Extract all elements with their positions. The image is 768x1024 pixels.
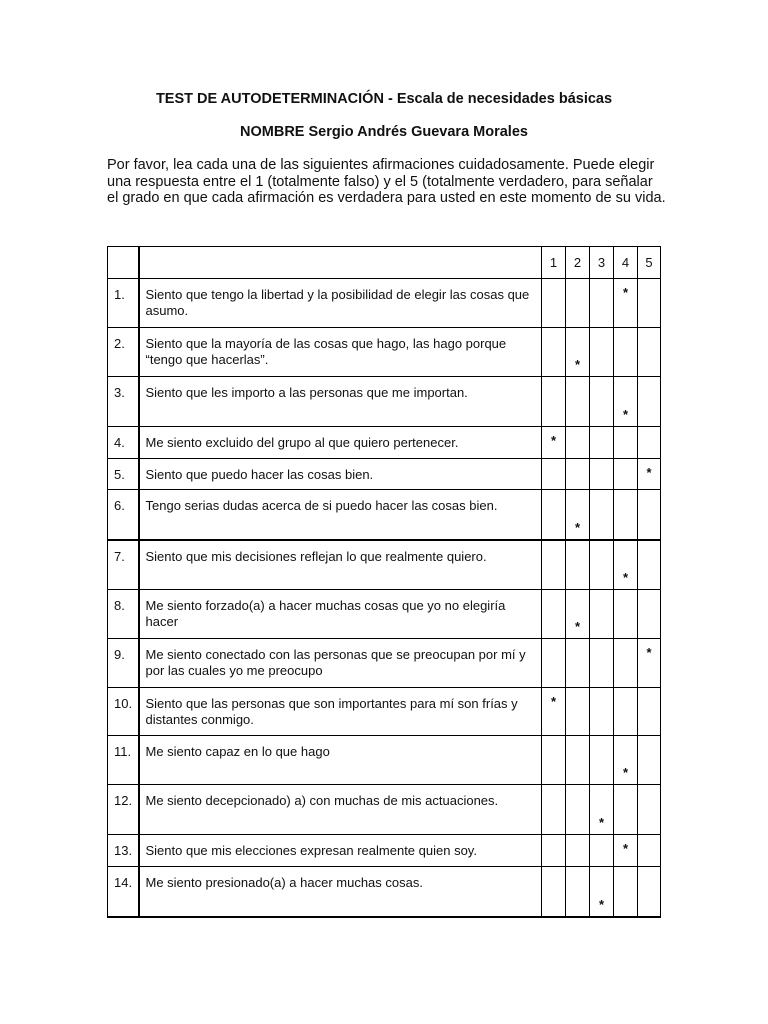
- answer-mark: *: [622, 570, 629, 585]
- scale-header: 1: [542, 247, 566, 279]
- item-statement: Tengo serias dudas acerca de si puedo hacer las cosas bien.: [139, 490, 542, 540]
- scale-option-cell-2[interactable]: [566, 427, 590, 459]
- scale-option-cell-5[interactable]: [638, 785, 661, 835]
- scale-option-cell-1[interactable]: [542, 867, 566, 917]
- answer-mark: *: [646, 645, 652, 660]
- item-statement: Siento que la mayoría de las cosas que hago, las hago porque “tengo que hacerlas”.: [139, 328, 542, 377]
- scale-option-cell-1[interactable]: [542, 590, 566, 639]
- scale-option-cell-2[interactable]: [566, 490, 590, 540]
- item-number: 14.: [108, 867, 139, 917]
- item-statement: Siento que mis elecciones expresan realmente quien soy.: [139, 835, 542, 867]
- scale-option-cell-1[interactable]: [542, 328, 566, 377]
- scale-option-cell-3[interactable]: [590, 867, 614, 917]
- scale-option-cell-1[interactable]: [542, 279, 566, 328]
- scale-option-cell-5[interactable]: [638, 639, 661, 688]
- item-statement: Me siento forzado(a) a hacer muchas cosas que yo no elegiría hacer: [139, 590, 542, 639]
- scale-option-cell-2[interactable]: [566, 590, 590, 639]
- scale-header: 5: [638, 247, 661, 279]
- scale-option-cell-2[interactable]: [566, 867, 590, 917]
- scale-option-cell-2[interactable]: [566, 540, 590, 590]
- table-row: [108, 490, 661, 540]
- item-number: 6.: [108, 490, 139, 540]
- answer-mark: *: [646, 465, 652, 480]
- item-number: 3.: [108, 377, 139, 427]
- item-statement: Siento que puedo hacer las cosas bien.: [139, 459, 542, 490]
- scale-option-cell-1[interactable]: [542, 490, 566, 540]
- table-row: [108, 590, 661, 639]
- answer-mark: *: [550, 694, 557, 709]
- scale-option-cell-3[interactable]: [590, 590, 614, 639]
- scale-option-cell-3[interactable]: [590, 688, 614, 736]
- scale-option-cell-4[interactable]: [614, 736, 638, 785]
- scale-option-cell-2[interactable]: [566, 785, 590, 835]
- scale-option-cell-3[interactable]: [590, 377, 614, 427]
- item-number: 9.: [108, 639, 139, 688]
- scale-option-cell-1[interactable]: [542, 785, 566, 835]
- scale-option-cell-1[interactable]: [542, 688, 566, 736]
- scale-option-cell-4[interactable]: [614, 688, 638, 736]
- table-row: [108, 867, 661, 917]
- item-statement: Me siento capaz en lo que hago: [139, 736, 542, 785]
- scale-option-cell-1[interactable]: [542, 736, 566, 785]
- table-row: [108, 736, 661, 785]
- scale-option-cell-5[interactable]: [638, 835, 661, 867]
- item-statement: Me siento decepcionado) a) con muchas de mis actuaciones.: [139, 785, 542, 835]
- item-statement: Siento que las personas que son importantes para mí son frías y distantes conmigo.: [139, 688, 542, 736]
- answer-mark: *: [622, 407, 629, 422]
- scale-option-cell-5[interactable]: [638, 427, 661, 459]
- scale-option-cell-2[interactable]: [566, 328, 590, 377]
- scale-option-cell-1[interactable]: [542, 639, 566, 688]
- scale-option-cell-4[interactable]: [614, 590, 638, 639]
- table-row: [108, 835, 661, 867]
- scale-option-cell-1[interactable]: [542, 540, 566, 590]
- table-row: [108, 328, 661, 377]
- item-number: 11.: [108, 736, 139, 785]
- scale-option-cell-4[interactable]: [614, 279, 638, 328]
- table-row: [108, 427, 661, 459]
- item-statement: Siento que mis decisiones reflejan lo que realmente quiero.: [139, 540, 542, 590]
- table-row: [108, 377, 661, 427]
- item-statement: Siento que les importo a las personas que me importan.: [139, 377, 542, 427]
- item-statement: Me siento conectado con las personas que se preocupan por mí y por las cuales yo me preocupo: [139, 639, 542, 688]
- scale-option-cell-2[interactable]: [566, 459, 590, 490]
- table-row: [108, 785, 661, 835]
- scale-option-cell-5[interactable]: [638, 590, 661, 639]
- scale-option-cell-3[interactable]: [590, 785, 614, 835]
- questionnaire-table: [107, 246, 661, 918]
- scale-option-cell-4[interactable]: [614, 639, 638, 688]
- scale-option-cell-5[interactable]: [638, 459, 661, 490]
- scale-option-cell-3[interactable]: [590, 490, 614, 540]
- item-number: 1.: [108, 279, 139, 328]
- scale-header: 3: [590, 247, 614, 279]
- item-number: 7.: [108, 540, 139, 590]
- table-row: [108, 688, 661, 736]
- scale-option-cell-1[interactable]: [542, 377, 566, 427]
- scale-option-cell-3[interactable]: [590, 736, 614, 785]
- item-statement: Me siento presionado(a) a hacer muchas cosas.: [139, 867, 542, 917]
- scale-option-cell-4[interactable]: [614, 785, 638, 835]
- answer-mark: *: [622, 841, 629, 856]
- scale-option-cell-4[interactable]: [614, 459, 638, 490]
- header-blank-text: [139, 247, 542, 279]
- scale-option-cell-3[interactable]: [590, 459, 614, 490]
- item-number: 12.: [108, 785, 139, 835]
- scale-option-cell-3[interactable]: [590, 427, 614, 459]
- table-row: [108, 459, 661, 490]
- respondent-name: NOMBRE Sergio Andrés Guevara Morales: [240, 124, 528, 140]
- scale-option-cell-2[interactable]: [566, 736, 590, 785]
- scale-option-cell-2[interactable]: [566, 377, 590, 427]
- scale-option-cell-5[interactable]: [638, 490, 661, 540]
- scale-option-cell-5[interactable]: [638, 688, 661, 736]
- answer-mark: *: [622, 765, 629, 780]
- document-title: TEST DE AUTODETERMINACIÓN - Escala de necesidades básicas: [155, 91, 613, 107]
- scale-option-cell-5[interactable]: [638, 736, 661, 785]
- table-row: [108, 540, 661, 590]
- scale-option-cell-2[interactable]: [566, 639, 590, 688]
- answer-mark: *: [550, 433, 557, 448]
- item-number: 13.: [108, 835, 139, 867]
- scale-option-cell-2[interactable]: [566, 688, 590, 736]
- scale-option-cell-5[interactable]: [638, 328, 661, 377]
- answer-mark: *: [574, 357, 581, 372]
- header-blank-num: [108, 247, 139, 279]
- instructions-paragraph: Por favor, lea cada una de las siguientes afirmaciones cuidadosamente. Puede elegir una respuesta entre el 1 (totalmente falso) y el 5 (totalmente verdadero, para señalar el grado en que cada afirmación es verdadera para usted en este momento de su vida.: [107, 157, 666, 206]
- scale-option-cell-4[interactable]: [614, 328, 638, 377]
- answer-mark: *: [598, 815, 605, 830]
- scale-header: 2: [566, 247, 590, 279]
- scale-option-cell-3[interactable]: [590, 835, 614, 867]
- scale-option-cell-4[interactable]: [614, 427, 638, 459]
- scale-option-cell-2[interactable]: [566, 835, 590, 867]
- item-number: 4.: [108, 427, 139, 459]
- scale-option-cell-3[interactable]: [590, 328, 614, 377]
- scale-header-row: [108, 247, 661, 279]
- scale-option-cell-4[interactable]: [614, 540, 638, 590]
- scale-option-cell-1[interactable]: [542, 459, 566, 490]
- scale-option-cell-5[interactable]: [638, 377, 661, 427]
- answer-mark: *: [598, 896, 605, 912]
- scale-option-cell-3[interactable]: [590, 639, 614, 688]
- scale-option-cell-4[interactable]: [614, 490, 638, 540]
- scale-option-cell-4[interactable]: [614, 377, 638, 427]
- item-number: 2.: [108, 328, 139, 377]
- scale-option-cell-4[interactable]: [614, 835, 638, 867]
- answer-mark: *: [574, 519, 581, 535]
- answer-mark: *: [574, 619, 581, 634]
- scale-option-cell-3[interactable]: [590, 279, 614, 328]
- scale-option-cell-1[interactable]: [542, 835, 566, 867]
- scale-option-cell-5[interactable]: [638, 867, 661, 917]
- answer-mark: *: [622, 285, 629, 300]
- item-number: 8.: [108, 590, 139, 639]
- table-row: [108, 639, 661, 688]
- scale-option-cell-4[interactable]: [614, 867, 638, 917]
- item-number: 10.: [108, 688, 139, 736]
- scale-option-cell-2[interactable]: [566, 279, 590, 328]
- scale-option-cell-3[interactable]: [590, 540, 614, 590]
- item-number: 5.: [108, 459, 139, 490]
- scale-option-cell-1[interactable]: [542, 427, 566, 459]
- scale-option-cell-5[interactable]: [638, 279, 661, 328]
- table-row: [108, 279, 661, 328]
- scale-header: 4: [614, 247, 638, 279]
- item-statement: Me siento excluido del grupo al que quiero pertenecer.: [139, 427, 542, 459]
- scale-option-cell-5[interactable]: [638, 540, 661, 590]
- item-statement: Siento que tengo la libertad y la posibilidad de elegir las cosas que asumo.: [139, 279, 542, 328]
